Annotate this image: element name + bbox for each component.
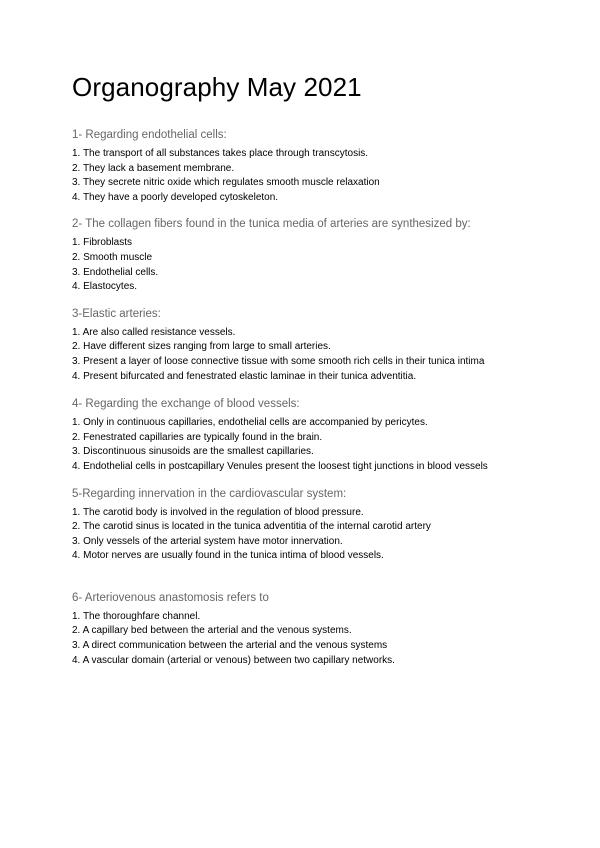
option-item: 1. The thoroughfare channel. <box>72 610 201 622</box>
option-item: 3. A direct communication between the arterial and the venous systems <box>72 640 388 652</box>
question-heading: 4- Regarding the exchange of blood vessels: <box>72 398 300 411</box>
option-item: 1. The transport of all substances takes place through transcytosis. <box>72 148 369 159</box>
option-item: 2. Fenestrated capillaries are typically found in the brain. <box>72 431 323 443</box>
question-4 <box>72 398 532 474</box>
question-heading: 6- Arteriovenous anastomosis refers to <box>72 591 269 604</box>
option-list <box>72 326 532 384</box>
option-list <box>72 147 532 205</box>
option-item: 3. They secrete nitric oxide which regulates smooth muscle relaxation <box>72 177 380 189</box>
option-item: 1. The carotid body is involved in the regulation of blood pressure. <box>72 506 364 518</box>
question-heading: 2- The collagen fibers found in the tunica media of arteries are synthesized by: <box>72 218 471 231</box>
question-heading: 5-Regarding innervation in the cardiovascular system: <box>72 487 347 500</box>
option-item: 2. A capillary bed between the arterial and the venous systems. <box>72 625 352 637</box>
option-item: 2. The carotid sinus is located in the tunica adventitia of the internal carotid artery <box>72 521 431 533</box>
option-item: 2. Smooth muscle <box>72 251 153 263</box>
option-item: 3. Present a layer of loose connective tissue with some smooth rich cells in their tunica intima <box>72 355 485 367</box>
question-3 <box>72 308 532 384</box>
option-item: 3. Endothelial cells. <box>72 266 159 278</box>
option-item: 2. They lack a basement membrane. <box>72 162 235 174</box>
option-item: 4. Motor nerves are usually found in the tunica intima of blood vessels. <box>72 550 384 562</box>
option-item: 4. Elastocytes. <box>72 281 138 293</box>
option-item: 4. They have a poorly developed cytoskeleton. <box>72 191 279 203</box>
option-item: 4. A vascular domain (arterial or venous) between two capillary networks. <box>72 654 395 666</box>
option-item: 4. Endothelial cells in postcapillary Venules present the loosest tight junctions in blood vessels <box>72 460 488 472</box>
option-item: 1. Are also called resistance vessels. <box>72 326 236 338</box>
question-1 <box>72 129 532 205</box>
option-item: 1. Only in continuous capillaries, endothelial cells are accompanied by pericytes. <box>72 417 428 429</box>
option-item: 3. Discontinuous sinusoids are the smallest capillaries. <box>72 446 314 458</box>
question-5 <box>72 488 532 564</box>
option-item: 3. Only vessels of the arterial system have motor innervation. <box>72 535 343 547</box>
question-heading: 3-Elastic arteries: <box>72 307 161 320</box>
option-list <box>72 236 532 294</box>
option-list <box>72 610 532 668</box>
option-list <box>72 416 532 474</box>
option-item: 2. Have different sizes ranging from large to small arteries. <box>72 341 331 353</box>
question-2 <box>72 218 532 294</box>
document-page <box>72 72 532 668</box>
page-title: Organography May 2021 <box>72 72 362 102</box>
question-6 <box>72 592 532 668</box>
option-item: 1. Fibroblasts <box>72 237 133 249</box>
option-list <box>72 506 532 564</box>
option-item: 4. Present bifurcated and fenestrated elastic laminae in their tunica adventitia. <box>72 370 417 382</box>
question-heading: 1- Regarding endothelial cells: <box>72 129 227 141</box>
